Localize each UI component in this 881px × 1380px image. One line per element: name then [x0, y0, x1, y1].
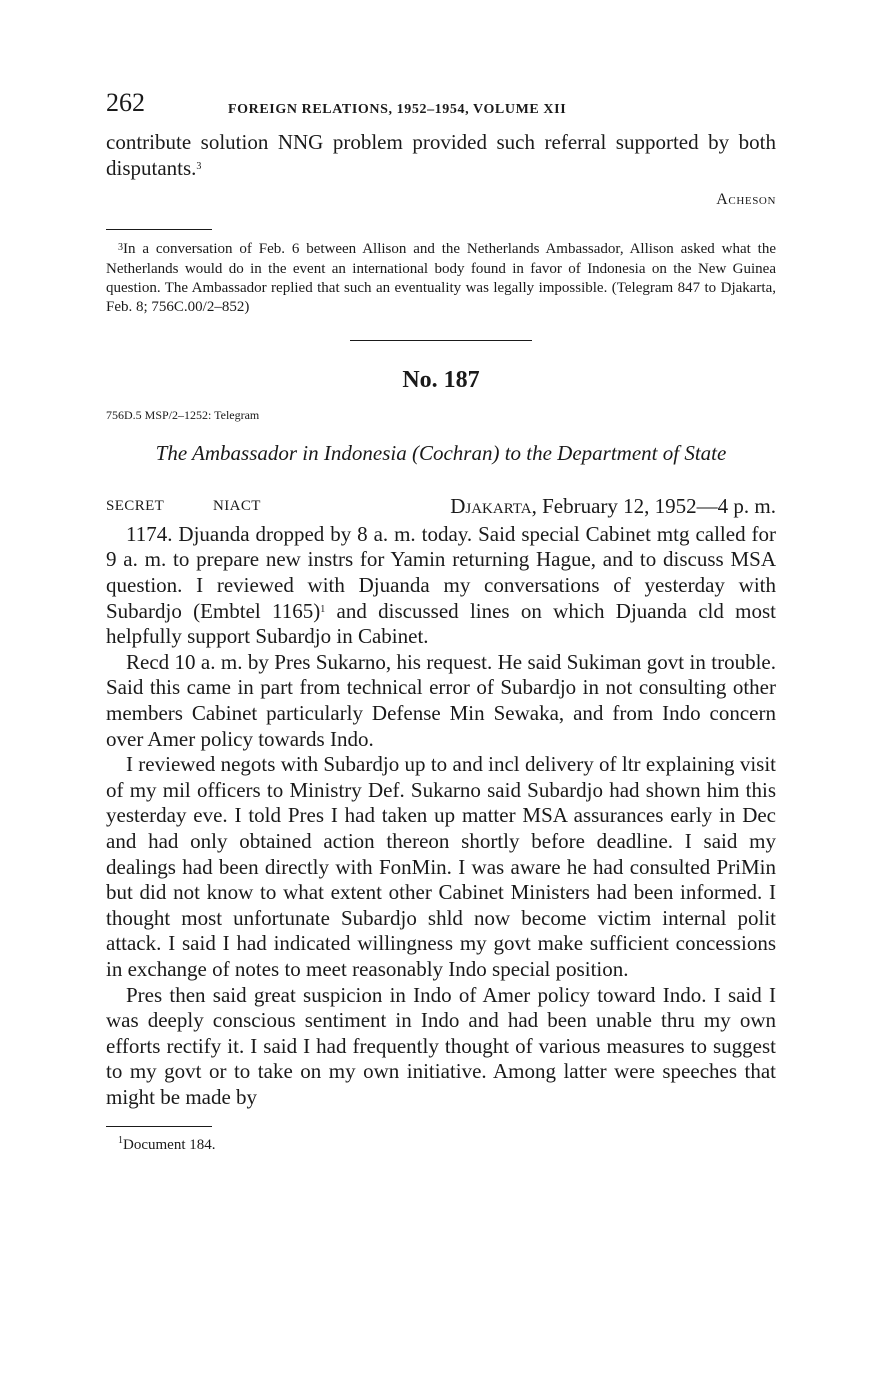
- footnote-divider-bottom: [106, 1126, 212, 1127]
- signature: Acheson: [716, 191, 776, 209]
- place: Djakarta,: [450, 493, 537, 518]
- page-number: 262: [106, 88, 145, 117]
- file-reference: 756D.5 MSP/2–1252: Telegram: [106, 407, 260, 422]
- paragraph-3: I reviewed negots with Subardjo up to and incl delivery of ltr explaining visit of my mil officers to Ministry Def. Sukarno said Subardjo had shown him this yesterday eve. I told Pres I had taken up matter MSA assurances early in Dec and had only obtained action thereon shortly before deadline. I said my dealings had been directly with FonMin. I was aware he had consulted PriMin but did not know to what extent other Cabinet Ministers had been informed. I thought most unfortunate Subardjo shld now become victim internal polit attack. I said I had indicated willingness my govt make sufficient concessions in exchange of notes to meet reasonably Indo special position.: [106, 752, 776, 981]
- continuation-paragraph: [106, 130, 776, 181]
- running-head: FOREIGN RELATIONS, 1952–1954, VOLUME XII: [228, 102, 567, 117]
- footnote-3-mark: 3: [118, 242, 123, 254]
- document-number: No. 187: [402, 366, 480, 393]
- place-date: [450, 494, 776, 519]
- telegram-body: [106, 522, 776, 1111]
- section-divider: [350, 340, 532, 341]
- classification: SECRET: [106, 497, 165, 514]
- paragraph-1-text-b: and discussed lines on which Djuanda cld most helpfully support Subardjo in Cabinet.: [106, 598, 777, 649]
- document-page: [106, 88, 776, 1154]
- footnote-ref-1: 1: [320, 603, 326, 615]
- footnote-divider: [106, 229, 212, 230]
- footnote-3: [106, 240, 776, 318]
- footnote-1: [106, 1137, 776, 1154]
- paragraph-2: Recd 10 a. m. by Pres Sukarno, his request. He said Sukiman govt in trouble. Said this came in part from technical error of Subardjo in not consulting other members Cabinet particularly Defense Min Sewaka, and from Indo concern over Amer policy towards Indo.: [106, 649, 776, 751]
- precedence: NIACT: [213, 497, 261, 514]
- footnote-1-text: Document 184.: [123, 1137, 216, 1154]
- footnote-3-text: In a conversation of Feb. 6 between Allison and the Netherlands Ambassador, Allison asked what the Netherlands would do in the event an international body found in favor of Indonesia on the New Guinea question. The Ambassador replied that such an eventuality was legally impossible. (Telegram 847 to Djakarta, Feb. 8; 756C.00/2–852): [106, 241, 776, 316]
- paragraph-1: [106, 522, 776, 650]
- date: February 12, 1952—4 p. m.: [542, 493, 776, 518]
- footnote-1-mark: 1: [118, 1135, 123, 1147]
- continuation-text: contribute solution NNG problem provided such referral supported by both disputants.: [106, 130, 776, 180]
- paragraph-4: Pres then said great suspicion in Indo of Amer policy toward Indo. I said I was deeply conscious sentiment in Indo and had been unable thru my own efforts rectify it. I said I had frequently thought of various measures to suggest to my govt or to take on my own initiative. Among latter were speeches that might be made by: [106, 982, 776, 1109]
- dateline: [106, 494, 776, 520]
- footnote-ref-3: 3: [196, 160, 202, 172]
- document-title: The Ambassador in Indonesia (Cochran) to the Department of State: [155, 440, 727, 465]
- paragraph-1-text-a: 1174. Djuanda dropped by 8 a. m. today. Said special Cabinet mtg called for 9 a. m. to prepare new instrs for Yamin returning Hague, and to discuss MSA question. I reviewed with Djuanda my conversations of yesterday with Subardjo (Embtel 1165): [106, 521, 776, 623]
- page-header: [106, 88, 776, 130]
